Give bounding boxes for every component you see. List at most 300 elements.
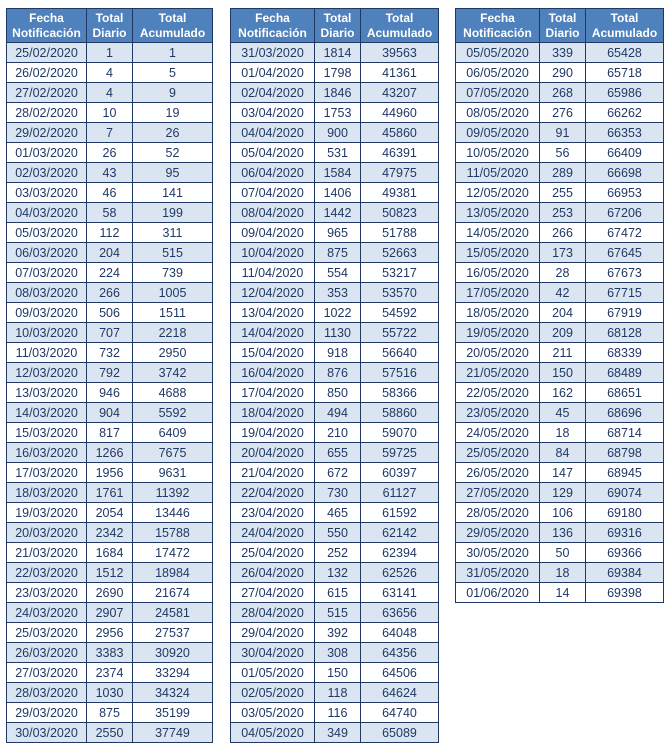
cumulative-total-cell: 2218	[133, 323, 213, 343]
daily-total-cell: 655	[315, 443, 361, 463]
table-row	[456, 43, 664, 63]
date-cell: 29/04/2020	[231, 623, 315, 643]
cumulative-total-cell: 57516	[361, 363, 439, 383]
cumulative-total-cell: 59725	[361, 443, 439, 463]
date-cell: 30/04/2020	[231, 643, 315, 663]
date-cell: 10/04/2020	[231, 243, 315, 263]
table-row	[7, 483, 213, 503]
table-row	[456, 543, 664, 563]
date-cell: 10/05/2020	[456, 143, 540, 163]
cumulative-total-cell: 18984	[133, 563, 213, 583]
cumulative-total-cell: 41361	[361, 63, 439, 83]
date-cell: 04/03/2020	[7, 203, 87, 223]
header-total-acumulado: Total Acumulado	[133, 9, 213, 43]
cumulative-total-cell: 62142	[361, 523, 439, 543]
daily-total-cell: 266	[87, 283, 133, 303]
table-row	[456, 363, 664, 383]
header-row	[231, 9, 439, 43]
table-row	[231, 163, 439, 183]
table-row	[231, 103, 439, 123]
table-row	[7, 43, 213, 63]
date-cell: 19/04/2020	[231, 423, 315, 443]
daily-total-cell: 817	[87, 423, 133, 443]
date-cell: 06/05/2020	[456, 63, 540, 83]
table-row	[7, 723, 213, 743]
table-row	[456, 423, 664, 443]
daily-total-cell: 876	[315, 363, 361, 383]
daily-total-cell: 1684	[87, 543, 133, 563]
date-cell: 27/02/2020	[7, 83, 87, 103]
date-cell: 17/03/2020	[7, 463, 87, 483]
date-cell: 25/05/2020	[456, 443, 540, 463]
date-cell: 30/03/2020	[7, 723, 87, 743]
table-row	[231, 703, 439, 723]
table-row	[7, 263, 213, 283]
date-cell: 03/03/2020	[7, 183, 87, 203]
table-row	[231, 623, 439, 643]
cumulative-total-cell: 141	[133, 183, 213, 203]
daily-total-cell: 91	[540, 123, 586, 143]
table-row	[231, 583, 439, 603]
date-cell: 24/03/2020	[7, 603, 87, 623]
daily-total-cell: 1406	[315, 183, 361, 203]
table-row	[456, 223, 664, 243]
table-row	[231, 243, 439, 263]
daily-total-cell: 210	[315, 423, 361, 443]
cumulative-total-cell: 2950	[133, 343, 213, 363]
cumulative-total-cell: 311	[133, 223, 213, 243]
table-row	[231, 443, 439, 463]
date-cell: 11/04/2020	[231, 263, 315, 283]
date-cell: 07/03/2020	[7, 263, 87, 283]
cumulative-total-cell: 69074	[586, 483, 664, 503]
table-row	[7, 403, 213, 423]
daily-total-cell: 28	[540, 263, 586, 283]
daily-total-cell: 4	[87, 83, 133, 103]
daily-total-cell: 112	[87, 223, 133, 243]
cumulative-total-cell: 45860	[361, 123, 439, 143]
cumulative-total-cell: 5592	[133, 403, 213, 423]
date-cell: 28/04/2020	[231, 603, 315, 623]
cumulative-total-cell: 64506	[361, 663, 439, 683]
date-cell: 22/05/2020	[456, 383, 540, 403]
table-row	[456, 483, 664, 503]
cumulative-total-cell: 58860	[361, 403, 439, 423]
cumulative-total-cell: 13446	[133, 503, 213, 523]
date-cell: 11/05/2020	[456, 163, 540, 183]
table-row	[231, 423, 439, 443]
date-cell: 12/04/2020	[231, 283, 315, 303]
date-cell: 28/05/2020	[456, 503, 540, 523]
daily-total-cell: 173	[540, 243, 586, 263]
date-cell: 21/03/2020	[7, 543, 87, 563]
date-cell: 30/05/2020	[456, 543, 540, 563]
table-row	[456, 343, 664, 363]
table-row	[7, 363, 213, 383]
cumulative-total-cell: 68128	[586, 323, 664, 343]
table-row	[7, 703, 213, 723]
table-row	[456, 383, 664, 403]
date-cell: 09/04/2020	[231, 223, 315, 243]
cumulative-total-cell: 53570	[361, 283, 439, 303]
cumulative-total-cell: 60397	[361, 463, 439, 483]
cumulative-total-cell: 67919	[586, 303, 664, 323]
daily-total-cell: 730	[315, 483, 361, 503]
table-row	[7, 283, 213, 303]
cumulative-total-cell: 64356	[361, 643, 439, 663]
cumulative-total-cell: 52663	[361, 243, 439, 263]
daily-total-cell: 1266	[87, 443, 133, 463]
cumulative-total-cell: 49381	[361, 183, 439, 203]
daily-total-cell: 515	[315, 603, 361, 623]
daily-total-cell: 14	[540, 583, 586, 603]
header-fecha: Fecha Notificación	[231, 9, 315, 43]
daily-total-cell: 43	[87, 163, 133, 183]
date-cell: 08/03/2020	[7, 283, 87, 303]
daily-total-cell: 162	[540, 383, 586, 403]
date-cell: 21/05/2020	[456, 363, 540, 383]
date-cell: 26/03/2020	[7, 643, 87, 663]
table-row	[231, 483, 439, 503]
table-row	[456, 583, 664, 603]
daily-total-cell: 276	[540, 103, 586, 123]
date-cell: 23/03/2020	[7, 583, 87, 603]
cumulative-total-cell: 9	[133, 83, 213, 103]
daily-total-cell: 2342	[87, 523, 133, 543]
date-cell: 19/05/2020	[456, 323, 540, 343]
date-cell: 27/04/2020	[231, 583, 315, 603]
daily-total-cell: 349	[315, 723, 361, 743]
date-cell: 05/05/2020	[456, 43, 540, 63]
cumulative-total-cell: 53217	[361, 263, 439, 283]
daily-total-cell: 1022	[315, 303, 361, 323]
date-cell: 29/02/2020	[7, 123, 87, 143]
cumulative-total-cell: 67715	[586, 283, 664, 303]
date-cell: 03/04/2020	[231, 103, 315, 123]
daily-total-cell: 904	[87, 403, 133, 423]
cumulative-total-cell: 56640	[361, 343, 439, 363]
daily-total-cell: 150	[540, 363, 586, 383]
cumulative-total-cell: 68489	[586, 363, 664, 383]
cumulative-total-cell: 5	[133, 63, 213, 83]
table-row	[456, 263, 664, 283]
date-cell: 22/04/2020	[231, 483, 315, 503]
daily-total-cell: 56	[540, 143, 586, 163]
cumulative-total-cell: 68714	[586, 423, 664, 443]
cumulative-total-cell: 65428	[586, 43, 664, 63]
table-row	[7, 423, 213, 443]
daily-total-cell: 211	[540, 343, 586, 363]
date-cell: 16/04/2020	[231, 363, 315, 383]
table-row	[231, 323, 439, 343]
daily-total-cell: 353	[315, 283, 361, 303]
daily-total-cell: 465	[315, 503, 361, 523]
date-cell: 02/04/2020	[231, 83, 315, 103]
cumulative-total-cell: 67472	[586, 223, 664, 243]
cumulative-total-cell: 61127	[361, 483, 439, 503]
table-row	[7, 343, 213, 363]
daily-total-cell: 339	[540, 43, 586, 63]
date-cell: 29/05/2020	[456, 523, 540, 543]
date-cell: 01/05/2020	[231, 663, 315, 683]
cumulative-total-cell: 55722	[361, 323, 439, 343]
daily-total-cell: 2550	[87, 723, 133, 743]
daily-total-cell: 224	[87, 263, 133, 283]
cumulative-total-cell: 3742	[133, 363, 213, 383]
date-cell: 14/04/2020	[231, 323, 315, 343]
daily-total-cell: 1798	[315, 63, 361, 83]
date-cell: 20/05/2020	[456, 343, 540, 363]
daily-total-cell: 18	[540, 423, 586, 443]
table-row	[456, 123, 664, 143]
daily-total-cell: 506	[87, 303, 133, 323]
cumulative-total-cell: 54592	[361, 303, 439, 323]
cumulative-total-cell: 51788	[361, 223, 439, 243]
table-row	[231, 223, 439, 243]
cumulative-total-cell: 33294	[133, 663, 213, 683]
daily-total-cell: 1761	[87, 483, 133, 503]
table-row	[456, 103, 664, 123]
table-row	[231, 383, 439, 403]
daily-total-cell: 46	[87, 183, 133, 203]
cumulative-total-cell: 68696	[586, 403, 664, 423]
table-row	[456, 163, 664, 183]
table-row	[7, 463, 213, 483]
cumulative-total-cell: 66409	[586, 143, 664, 163]
daily-total-cell: 84	[540, 443, 586, 463]
header-fecha: Fecha Notificación	[7, 9, 87, 43]
cumulative-total-cell: 68798	[586, 443, 664, 463]
date-cell: 04/05/2020	[231, 723, 315, 743]
date-cell: 18/04/2020	[231, 403, 315, 423]
daily-total-cell: 136	[540, 523, 586, 543]
table-row	[231, 363, 439, 383]
table-row	[231, 263, 439, 283]
cumulative-total-cell: 11392	[133, 483, 213, 503]
date-cell: 07/04/2020	[231, 183, 315, 203]
cumulative-total-cell: 69384	[586, 563, 664, 583]
table-row	[456, 403, 664, 423]
cumulative-total-cell: 66698	[586, 163, 664, 183]
daily-total-cell: 58	[87, 203, 133, 223]
cumulative-total-cell: 35199	[133, 703, 213, 723]
daily-total-cell: 1	[87, 43, 133, 63]
table-row	[456, 83, 664, 103]
daily-total-cell: 255	[540, 183, 586, 203]
table-row	[231, 183, 439, 203]
daily-total-cell: 147	[540, 463, 586, 483]
daily-total-cell: 615	[315, 583, 361, 603]
cumulative-total-cell: 50823	[361, 203, 439, 223]
date-cell: 15/05/2020	[456, 243, 540, 263]
date-cell: 13/04/2020	[231, 303, 315, 323]
table-row	[231, 63, 439, 83]
cumulative-total-cell: 52	[133, 143, 213, 163]
header-fecha: Fecha Notificación	[456, 9, 540, 43]
date-cell: 26/05/2020	[456, 463, 540, 483]
table-row	[456, 323, 664, 343]
date-cell: 01/06/2020	[456, 583, 540, 603]
date-cell: 24/05/2020	[456, 423, 540, 443]
table-row	[7, 503, 213, 523]
cumulative-total-cell: 46391	[361, 143, 439, 163]
daily-total-cell: 1846	[315, 83, 361, 103]
daily-total-cell: 2054	[87, 503, 133, 523]
daily-total-cell: 2907	[87, 603, 133, 623]
table-row	[7, 183, 213, 203]
cumulative-total-cell: 64740	[361, 703, 439, 723]
cumulative-total-cell: 24581	[133, 603, 213, 623]
table-row	[7, 443, 213, 463]
daily-total-cell: 494	[315, 403, 361, 423]
cumulative-total-cell: 64624	[361, 683, 439, 703]
table-row	[7, 223, 213, 243]
cumulative-total-cell: 199	[133, 203, 213, 223]
cumulative-total-cell: 39563	[361, 43, 439, 63]
date-cell: 27/03/2020	[7, 663, 87, 683]
header-total-acumulado: Total Acumulado	[361, 9, 439, 43]
daily-total-cell: 10	[87, 103, 133, 123]
table-row	[456, 563, 664, 583]
table-row	[7, 163, 213, 183]
daily-total-cell: 253	[540, 203, 586, 223]
daily-total-cell: 732	[87, 343, 133, 363]
cumulative-total-cell: 64048	[361, 623, 439, 643]
date-cell: 15/04/2020	[231, 343, 315, 363]
table-row	[231, 303, 439, 323]
daily-total-cell: 531	[315, 143, 361, 163]
header-row	[7, 9, 213, 43]
date-cell: 13/05/2020	[456, 203, 540, 223]
daily-total-cell: 900	[315, 123, 361, 143]
table-row	[7, 203, 213, 223]
table-row	[7, 243, 213, 263]
table-row	[231, 723, 439, 743]
daily-total-cell: 1956	[87, 463, 133, 483]
cumulative-total-cell: 63141	[361, 583, 439, 603]
cumulative-total-cell: 515	[133, 243, 213, 263]
date-cell: 02/03/2020	[7, 163, 87, 183]
date-cell: 01/04/2020	[231, 63, 315, 83]
table-row	[456, 503, 664, 523]
table-row	[7, 583, 213, 603]
date-cell: 14/05/2020	[456, 223, 540, 243]
table-row	[456, 243, 664, 263]
date-cell: 21/04/2020	[231, 463, 315, 483]
daily-total-cell: 1130	[315, 323, 361, 343]
daily-total-cell: 204	[87, 243, 133, 263]
cumulative-total-cell: 739	[133, 263, 213, 283]
daily-total-cell: 707	[87, 323, 133, 343]
date-cell: 09/05/2020	[456, 123, 540, 143]
cumulative-total-cell: 63656	[361, 603, 439, 623]
date-cell: 31/03/2020	[231, 43, 315, 63]
header-total-diario: Total Diario	[540, 9, 586, 43]
daily-total-cell: 308	[315, 643, 361, 663]
date-cell: 09/03/2020	[7, 303, 87, 323]
cumulative-total-cell: 43207	[361, 83, 439, 103]
cases-table-3	[455, 8, 664, 603]
cumulative-total-cell: 68945	[586, 463, 664, 483]
date-cell: 25/03/2020	[7, 623, 87, 643]
date-cell: 08/04/2020	[231, 203, 315, 223]
date-cell: 07/05/2020	[456, 83, 540, 103]
cumulative-total-cell: 66953	[586, 183, 664, 203]
table-row	[7, 143, 213, 163]
date-cell: 22/03/2020	[7, 563, 87, 583]
cumulative-total-cell: 30920	[133, 643, 213, 663]
date-cell: 25/04/2020	[231, 543, 315, 563]
cumulative-total-cell: 17472	[133, 543, 213, 563]
header-total-diario: Total Diario	[315, 9, 361, 43]
daily-total-cell: 290	[540, 63, 586, 83]
table-row	[231, 523, 439, 543]
daily-total-cell: 132	[315, 563, 361, 583]
date-cell: 17/04/2020	[231, 383, 315, 403]
daily-total-cell: 1584	[315, 163, 361, 183]
date-cell: 27/05/2020	[456, 483, 540, 503]
table-row	[231, 543, 439, 563]
cumulative-total-cell: 4688	[133, 383, 213, 403]
cumulative-total-cell: 62394	[361, 543, 439, 563]
header-row	[456, 9, 664, 43]
table-row	[231, 43, 439, 63]
cumulative-total-cell: 26	[133, 123, 213, 143]
daily-total-cell: 1030	[87, 683, 133, 703]
daily-total-cell: 550	[315, 523, 361, 543]
table-row	[456, 523, 664, 543]
date-cell: 10/03/2020	[7, 323, 87, 343]
cumulative-total-cell: 69316	[586, 523, 664, 543]
date-cell: 02/05/2020	[231, 683, 315, 703]
cumulative-total-cell: 62526	[361, 563, 439, 583]
table-row	[7, 323, 213, 343]
cumulative-total-cell: 15788	[133, 523, 213, 543]
date-cell: 17/05/2020	[456, 283, 540, 303]
date-cell: 25/02/2020	[7, 43, 87, 63]
daily-total-cell: 2690	[87, 583, 133, 603]
date-cell: 05/03/2020	[7, 223, 87, 243]
table-row	[231, 463, 439, 483]
date-cell: 11/03/2020	[7, 343, 87, 363]
date-cell: 12/05/2020	[456, 183, 540, 203]
daily-total-cell: 1512	[87, 563, 133, 583]
table-row	[231, 643, 439, 663]
table-row	[456, 203, 664, 223]
cumulative-total-cell: 67206	[586, 203, 664, 223]
table-row	[7, 683, 213, 703]
table-row	[7, 383, 213, 403]
date-cell: 05/04/2020	[231, 143, 315, 163]
date-cell: 18/05/2020	[456, 303, 540, 323]
daily-total-cell: 266	[540, 223, 586, 243]
cumulative-total-cell: 19	[133, 103, 213, 123]
daily-total-cell: 850	[315, 383, 361, 403]
cumulative-total-cell: 37749	[133, 723, 213, 743]
date-cell: 28/02/2020	[7, 103, 87, 123]
table-row	[231, 683, 439, 703]
daily-total-cell: 3383	[87, 643, 133, 663]
daily-total-cell: 7	[87, 123, 133, 143]
cumulative-total-cell: 27537	[133, 623, 213, 643]
header-total-acumulado: Total Acumulado	[586, 9, 664, 43]
table-row	[7, 83, 213, 103]
daily-total-cell: 1442	[315, 203, 361, 223]
cumulative-total-cell: 69366	[586, 543, 664, 563]
table-row	[231, 663, 439, 683]
cumulative-total-cell: 1511	[133, 303, 213, 323]
daily-total-cell: 45	[540, 403, 586, 423]
